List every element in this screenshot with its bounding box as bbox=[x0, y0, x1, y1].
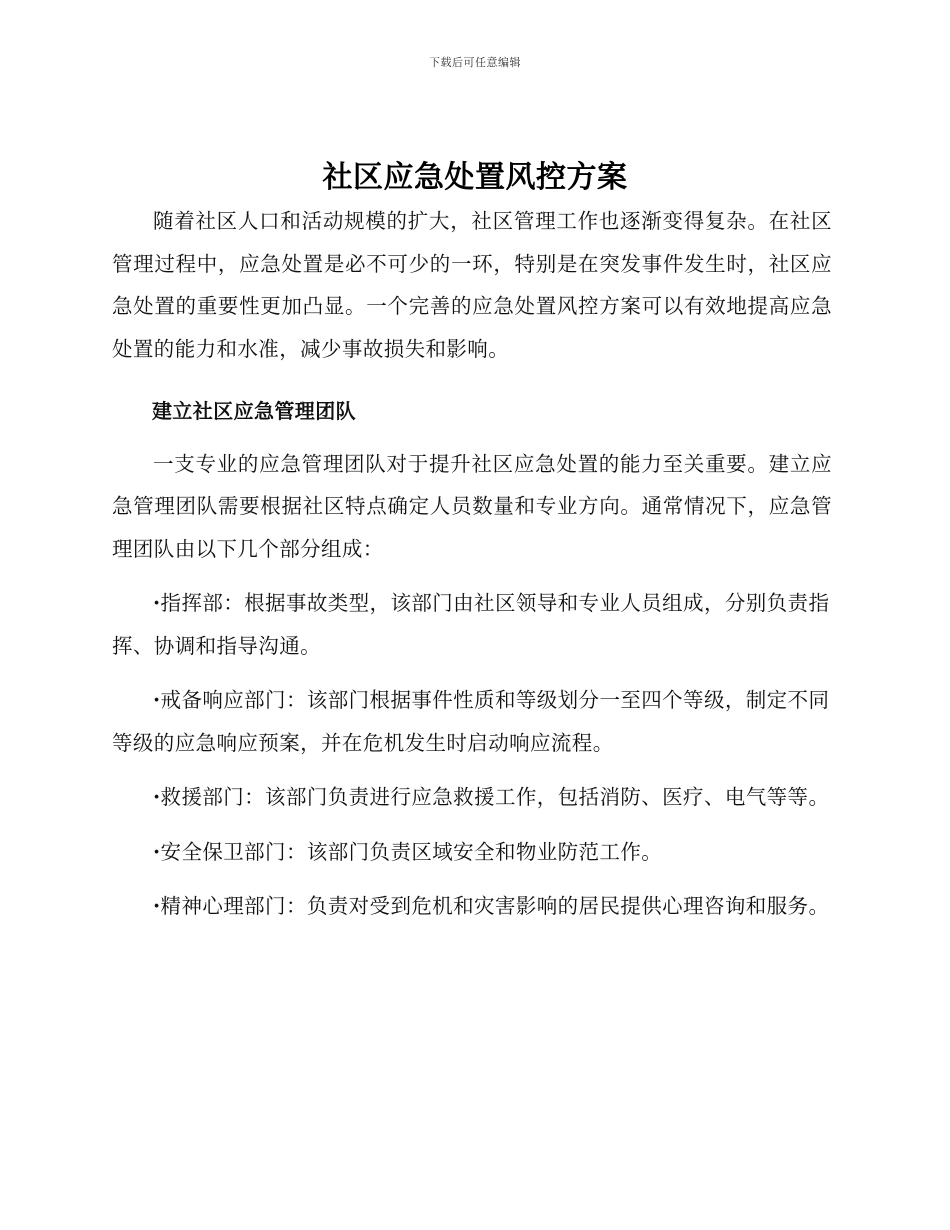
bullet-text: 安全保卫部门：该部门负责区域安全和物业防范工作。 bbox=[160, 839, 663, 864]
bullet-dot: · bbox=[153, 785, 161, 809]
bullet-dot: · bbox=[153, 839, 161, 864]
bullet-item bbox=[112, 776, 832, 819]
bullet-text: 精神心理部门：负责对受到危机和灾害影响的居民提供心理咨询和服务。 bbox=[160, 894, 830, 918]
bullet-item bbox=[112, 679, 832, 764]
bullet-text: 指挥部：根据事故类型，该部门由社区领导和专业人员组成，分别负责指挥、协调和指导沟通。 bbox=[112, 591, 830, 658]
document-body bbox=[112, 200, 832, 928]
bullet-item bbox=[112, 885, 832, 928]
document-title: 社区应急处置风控方案 bbox=[322, 160, 628, 195]
bullet-item bbox=[112, 582, 832, 667]
bullet-dot: · bbox=[153, 688, 161, 712]
bullet-dot: · bbox=[153, 894, 161, 918]
intro-paragraph: 随着社区人口和活动规模的扩大，社区管理工作也逐渐变得复杂。在社区管理过程中，应急处置是必不可少的一环，特别是在突发事件发生时，社区应急处置的重要性更加凸显。一个完善的应急处置风控方案可以有效地提高应急处置的能力和水准，减少事故损失和影响。 bbox=[112, 209, 832, 361]
bullet-item bbox=[112, 831, 832, 874]
bullet-dot: · bbox=[153, 591, 161, 615]
section-heading: 建立社区应急管理团队 bbox=[152, 399, 356, 423]
section-paragraph: 一支专业的应急管理团队对于提升社区应急处置的能力至关重要。建立应急管理团队需要根据社区特点确定人员数量和专业方向。通常情况下，应急管理团队由以下几个部分组成： bbox=[112, 451, 832, 561]
page-header: 下载后可任意编辑 bbox=[429, 56, 521, 69]
bullet-text: 救援部门：该部门负责进行应急救援工作，包括消防、医疗、电气等等。 bbox=[160, 785, 830, 809]
bullet-text: 戒备响应部门：该部门根据事件性质和等级划分一至四个等级，制定不同等级的应急响应预案，并在危机发生时启动响应流程。 bbox=[112, 688, 830, 755]
